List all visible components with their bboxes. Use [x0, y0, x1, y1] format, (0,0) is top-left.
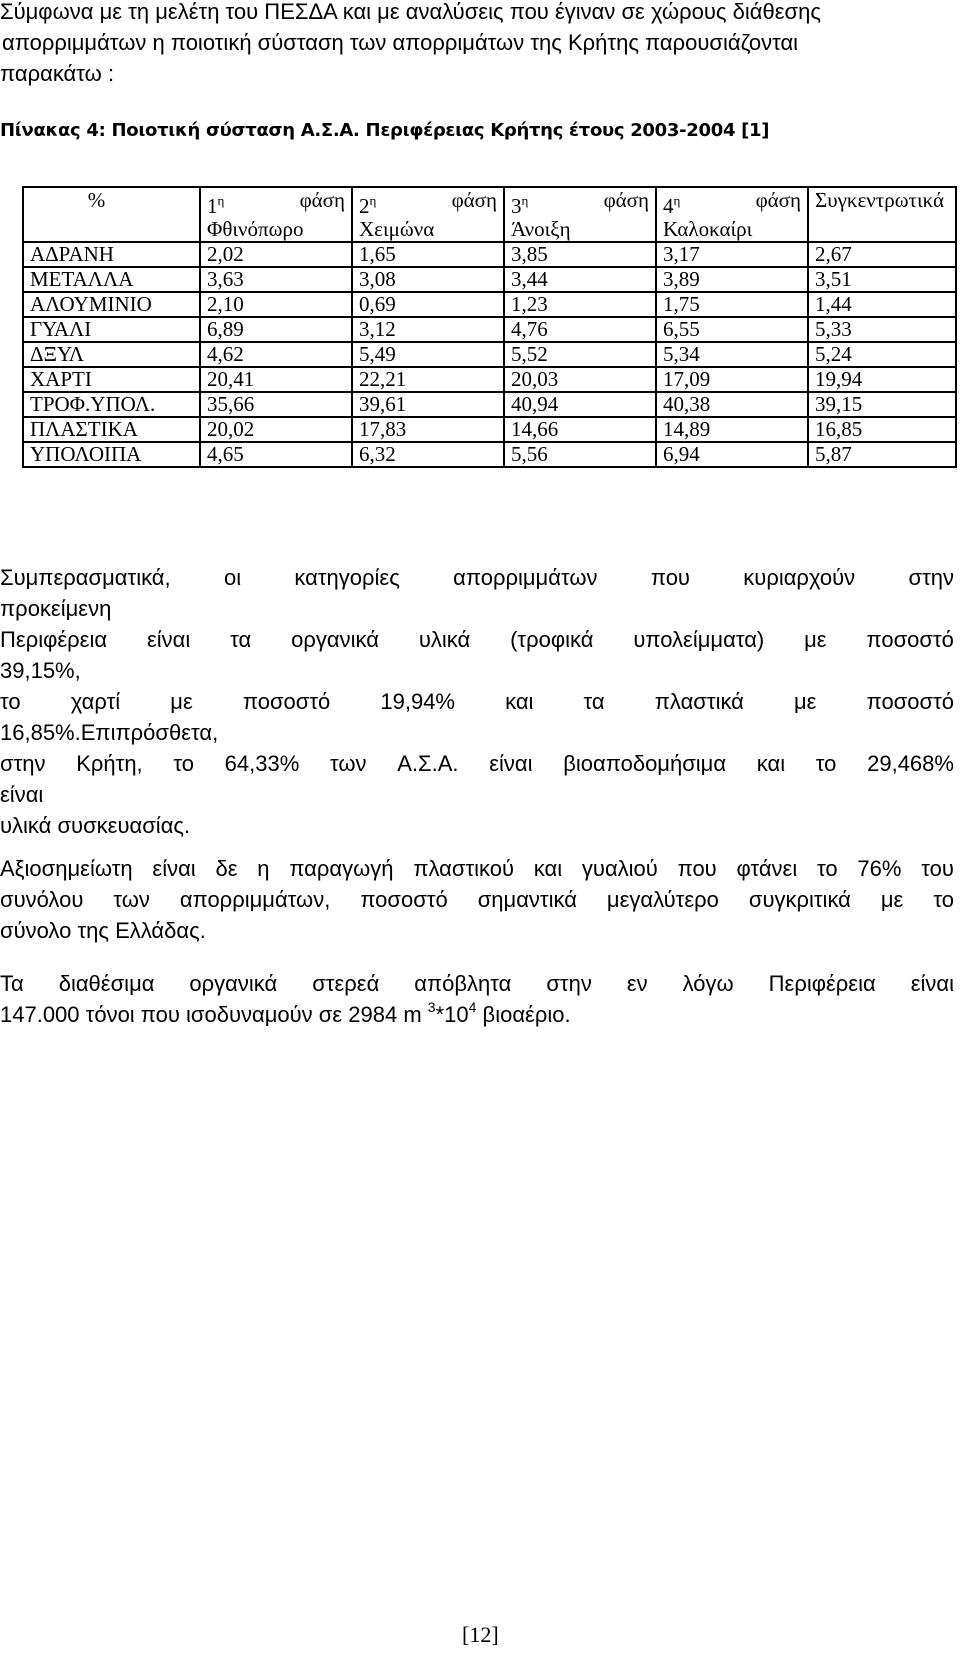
plastic-glass-paragraph [0, 853, 954, 946]
row-label: ΧΑΡΤΙ [23, 367, 200, 392]
table-cell: 2,67 [808, 242, 956, 267]
word: φτάνει [736, 856, 798, 881]
table-cell: 35,66 [200, 392, 352, 417]
table-row [23, 267, 956, 292]
conclusion-line-3 [0, 624, 954, 655]
phase-1-word: φάση [299, 188, 345, 212]
phase-1-num: 1 [207, 194, 218, 218]
table-row [23, 417, 956, 442]
word: που [650, 565, 690, 590]
para3-text-a: 147.000 τόνοι που ισοδυναμούν σε 2984 m [0, 1002, 428, 1027]
word: λόγω [682, 971, 734, 996]
word: στην [546, 971, 592, 996]
table-cell: 17,83 [352, 417, 504, 442]
word: και [533, 856, 563, 881]
word: στην [908, 565, 954, 590]
row-label: ΠΛΑΣΤΙΚΑ [23, 417, 200, 442]
table-cell: 5,52 [504, 342, 656, 367]
word: πλαστικά [654, 689, 744, 714]
table-cell: 4,62 [200, 342, 352, 367]
conclusion-line-2: προκείμενη [0, 596, 112, 621]
table-cell: 5,24 [808, 342, 956, 367]
row-label: ΔΞΥΛ [23, 342, 200, 367]
waste-composition-table [22, 186, 957, 468]
table-cell: 3,08 [352, 267, 504, 292]
table-cell: 16,85 [808, 417, 956, 442]
word: το [173, 751, 194, 776]
phase-2-season: Χειμώνα [359, 217, 435, 241]
table-row [23, 242, 956, 267]
conclusion-line-4: 39,15%, [0, 658, 81, 683]
table-cell: 5,49 [352, 342, 504, 367]
para3-text-c: βιοαέριο. [476, 1002, 571, 1027]
word: που [677, 856, 717, 881]
word: διαθέσιμα [58, 971, 155, 996]
word: δε [215, 856, 238, 881]
conclusion-line-9: υλικά συσκευασίας. [0, 813, 191, 838]
header-total: Συγκεντρωτικά [808, 187, 956, 242]
para2-line-3: σύνολο της Ελλάδας. [0, 918, 206, 943]
table-cell: 5,34 [656, 342, 808, 367]
word: υλικά [418, 627, 471, 652]
table-row [23, 342, 956, 367]
word: βιοαποδομήσιμα [563, 751, 727, 776]
table-row [23, 317, 956, 342]
word: μεγαλύτερο [606, 887, 719, 912]
word: και [756, 751, 786, 776]
conclusion-line-6: 16,85%.Επιπρόσθετα, [0, 720, 219, 745]
word: τα [583, 689, 605, 714]
table-cell: 4,76 [504, 317, 656, 342]
word: η [257, 856, 270, 881]
word: κατηγορίες [294, 565, 400, 590]
para3-line-1 [0, 968, 954, 999]
word: στερεά [312, 971, 380, 996]
intro-line-1: Σύμφωνα με τη μελέτη του ΠΕΣΔΑ και με αναλύσεις που έγιναν σε χώρους διάθεσης [0, 0, 821, 24]
word: (τροφικά [510, 627, 594, 652]
word: με [170, 689, 193, 714]
word: ποσοστό [242, 689, 331, 714]
table-row [23, 442, 956, 467]
table-cell: 6,94 [656, 442, 808, 467]
table-caption: Πίνακας 4: Ποιοτική σύσταση Α.Σ.Α. Περιφέρειας Κρήτης έτους 2003-2004 [1] [0, 120, 770, 141]
table-cell: 1,44 [808, 292, 956, 317]
table-cell: 5,56 [504, 442, 656, 467]
table-cell: 1,23 [504, 292, 656, 317]
table-cell: 2,10 [200, 292, 352, 317]
word: στην [0, 751, 46, 776]
table-cell: 17,09 [656, 367, 808, 392]
conclusion-line-8: είναι [0, 782, 44, 807]
row-label: ΓΥΑΛΙ [23, 317, 200, 342]
table-row [23, 392, 956, 417]
header-phase-1 [200, 187, 352, 242]
table-cell: 19,94 [808, 367, 956, 392]
word: οργανικά [291, 627, 379, 652]
para3-line-2 [0, 999, 954, 1030]
phase-1-season: Φθινόπωρο [207, 217, 304, 241]
word: ποσοστό [866, 627, 954, 652]
word: πλαστικού [413, 856, 515, 881]
phase-2-word: φάση [451, 188, 497, 212]
word: σημαντικά [477, 887, 577, 912]
row-label: ΑΛΟΥΜΙΝΙΟ [23, 292, 200, 317]
biogas-paragraph [0, 968, 954, 1030]
phase-4-word: φάση [755, 188, 801, 212]
word: 29,468% [867, 751, 954, 776]
word: 19,94% [380, 689, 455, 714]
word: των [329, 751, 367, 776]
conclusion-line-5 [0, 686, 954, 717]
phase-2-num: 2 [359, 194, 370, 218]
para2-line-1 [0, 853, 954, 884]
word: 76% [857, 856, 902, 881]
header-phase-4 [656, 187, 808, 242]
table-cell: 6,89 [200, 317, 352, 342]
table-cell: 5,33 [808, 317, 956, 342]
word: συνόλου [0, 887, 84, 912]
word: Α.Σ.Α. [397, 751, 459, 776]
page-number: [12] [462, 1622, 499, 1647]
word: το [815, 751, 837, 776]
table-cell: 14,89 [656, 417, 808, 442]
phase-4-sup: η [673, 193, 681, 208]
phase-2-sup: η [369, 193, 377, 208]
para3-sup-1: 3 [427, 999, 436, 1015]
word: Τα [0, 971, 24, 996]
table-cell: 40,94 [504, 392, 656, 417]
word: Περιφέρεια [0, 627, 108, 652]
word: απορριμμάτων, [179, 887, 331, 912]
phase-4-num: 4 [663, 194, 674, 218]
table-cell: 3,51 [808, 267, 956, 292]
word: χαρτί [70, 689, 121, 714]
table-row [23, 292, 956, 317]
conclusion-paragraph [0, 562, 954, 841]
word: ποσοστό [866, 689, 954, 714]
word: με [804, 627, 827, 652]
table-cell: 3,89 [656, 267, 808, 292]
table-cell: 3,44 [504, 267, 656, 292]
table-cell: 6,55 [656, 317, 808, 342]
table-row [23, 367, 956, 392]
phase-1-sup: η [217, 193, 225, 208]
table-cell: 3,12 [352, 317, 504, 342]
table-cell: 0,69 [352, 292, 504, 317]
word: του [921, 856, 954, 881]
table-cell: 6,32 [352, 442, 504, 467]
conclusion-line-1 [0, 562, 954, 593]
row-label: ΜΕΤΑΛΛΑ [23, 267, 200, 292]
table-cell: 2,02 [200, 242, 352, 267]
word: και [505, 689, 534, 714]
word: οι [223, 565, 242, 590]
phase-3-num: 3 [511, 194, 522, 218]
intro-paragraph [0, 0, 821, 89]
word: είναι [146, 627, 191, 652]
word: Περιφέρεια [768, 971, 876, 996]
table-cell: 1,65 [352, 242, 504, 267]
row-label: ΥΠΟΛΟΙΠΑ [23, 442, 200, 467]
table-cell: 3,63 [200, 267, 352, 292]
row-label: ΑΔΡΑΝΗ [23, 242, 200, 267]
conclusion-line-7 [0, 748, 954, 779]
header-phase-3 [504, 187, 656, 242]
word: γυαλιού [581, 856, 658, 881]
word: είναι [152, 856, 196, 881]
word: απορριμμάτων [453, 565, 598, 590]
table-cell: 4,65 [200, 442, 352, 467]
word: είναι [489, 751, 533, 776]
header-pct-cell [23, 187, 200, 242]
table-cell: 1,75 [656, 292, 808, 317]
table-cell: 3,17 [656, 242, 808, 267]
table-cell: 40,38 [656, 392, 808, 417]
word: παραγωγή [289, 856, 394, 881]
phase-3-season: Άνοιξη [511, 217, 571, 241]
header-phase-2 [352, 187, 504, 242]
word: 64,33% [224, 751, 300, 776]
phase-3-word: φάση [603, 188, 649, 212]
word: απόβλητα [414, 971, 512, 996]
row-label: ΤΡΟΦ.ΥΠΟΛ. [23, 392, 200, 417]
word: κυριαρχούν [743, 565, 856, 590]
table-cell: 5,87 [808, 442, 956, 467]
header-pct: % [87, 188, 106, 212]
word: είναι [910, 971, 954, 996]
word: τα [230, 627, 252, 652]
phase-4-season: Καλοκαίρι [663, 217, 753, 241]
table-cell: 20,41 [200, 367, 352, 392]
table-cell: 14,66 [504, 417, 656, 442]
word: Αξιοσημείωτη [0, 856, 133, 881]
word: υπολείμματα) [633, 627, 765, 652]
intro-line-3: παρακάτω : [0, 61, 115, 86]
table-cell: 20,02 [200, 417, 352, 442]
para3-text-b: *10 [435, 1002, 469, 1027]
word: το [933, 887, 954, 912]
word: των [113, 887, 150, 912]
word: οργανικά [189, 971, 278, 996]
table-cell: 39,61 [352, 392, 504, 417]
table-cell: 3,85 [504, 242, 656, 267]
word: Κρήτη, [76, 751, 143, 776]
word: το [0, 689, 21, 714]
table-header-row [23, 187, 956, 242]
table-body [23, 242, 956, 467]
word: Συμπερασματικά, [0, 565, 171, 590]
table-cell: 22,21 [352, 367, 504, 392]
para2-line-2 [0, 884, 954, 915]
phase-3-sup: η [521, 193, 529, 208]
word: εν [626, 971, 648, 996]
word: το [817, 856, 838, 881]
table-cell: 20,03 [504, 367, 656, 392]
word: ποσοστό [360, 887, 448, 912]
table-cell: 39,15 [808, 392, 956, 417]
word: συγκριτικά [748, 887, 851, 912]
intro-line-2: απορριμμάτων η ποιοτική σύσταση των απορριμάτων της Κρήτης παρουσιάζονται [2, 30, 799, 55]
word: με [880, 887, 904, 912]
word: με [794, 689, 817, 714]
para3-sup-2: 4 [468, 999, 477, 1015]
